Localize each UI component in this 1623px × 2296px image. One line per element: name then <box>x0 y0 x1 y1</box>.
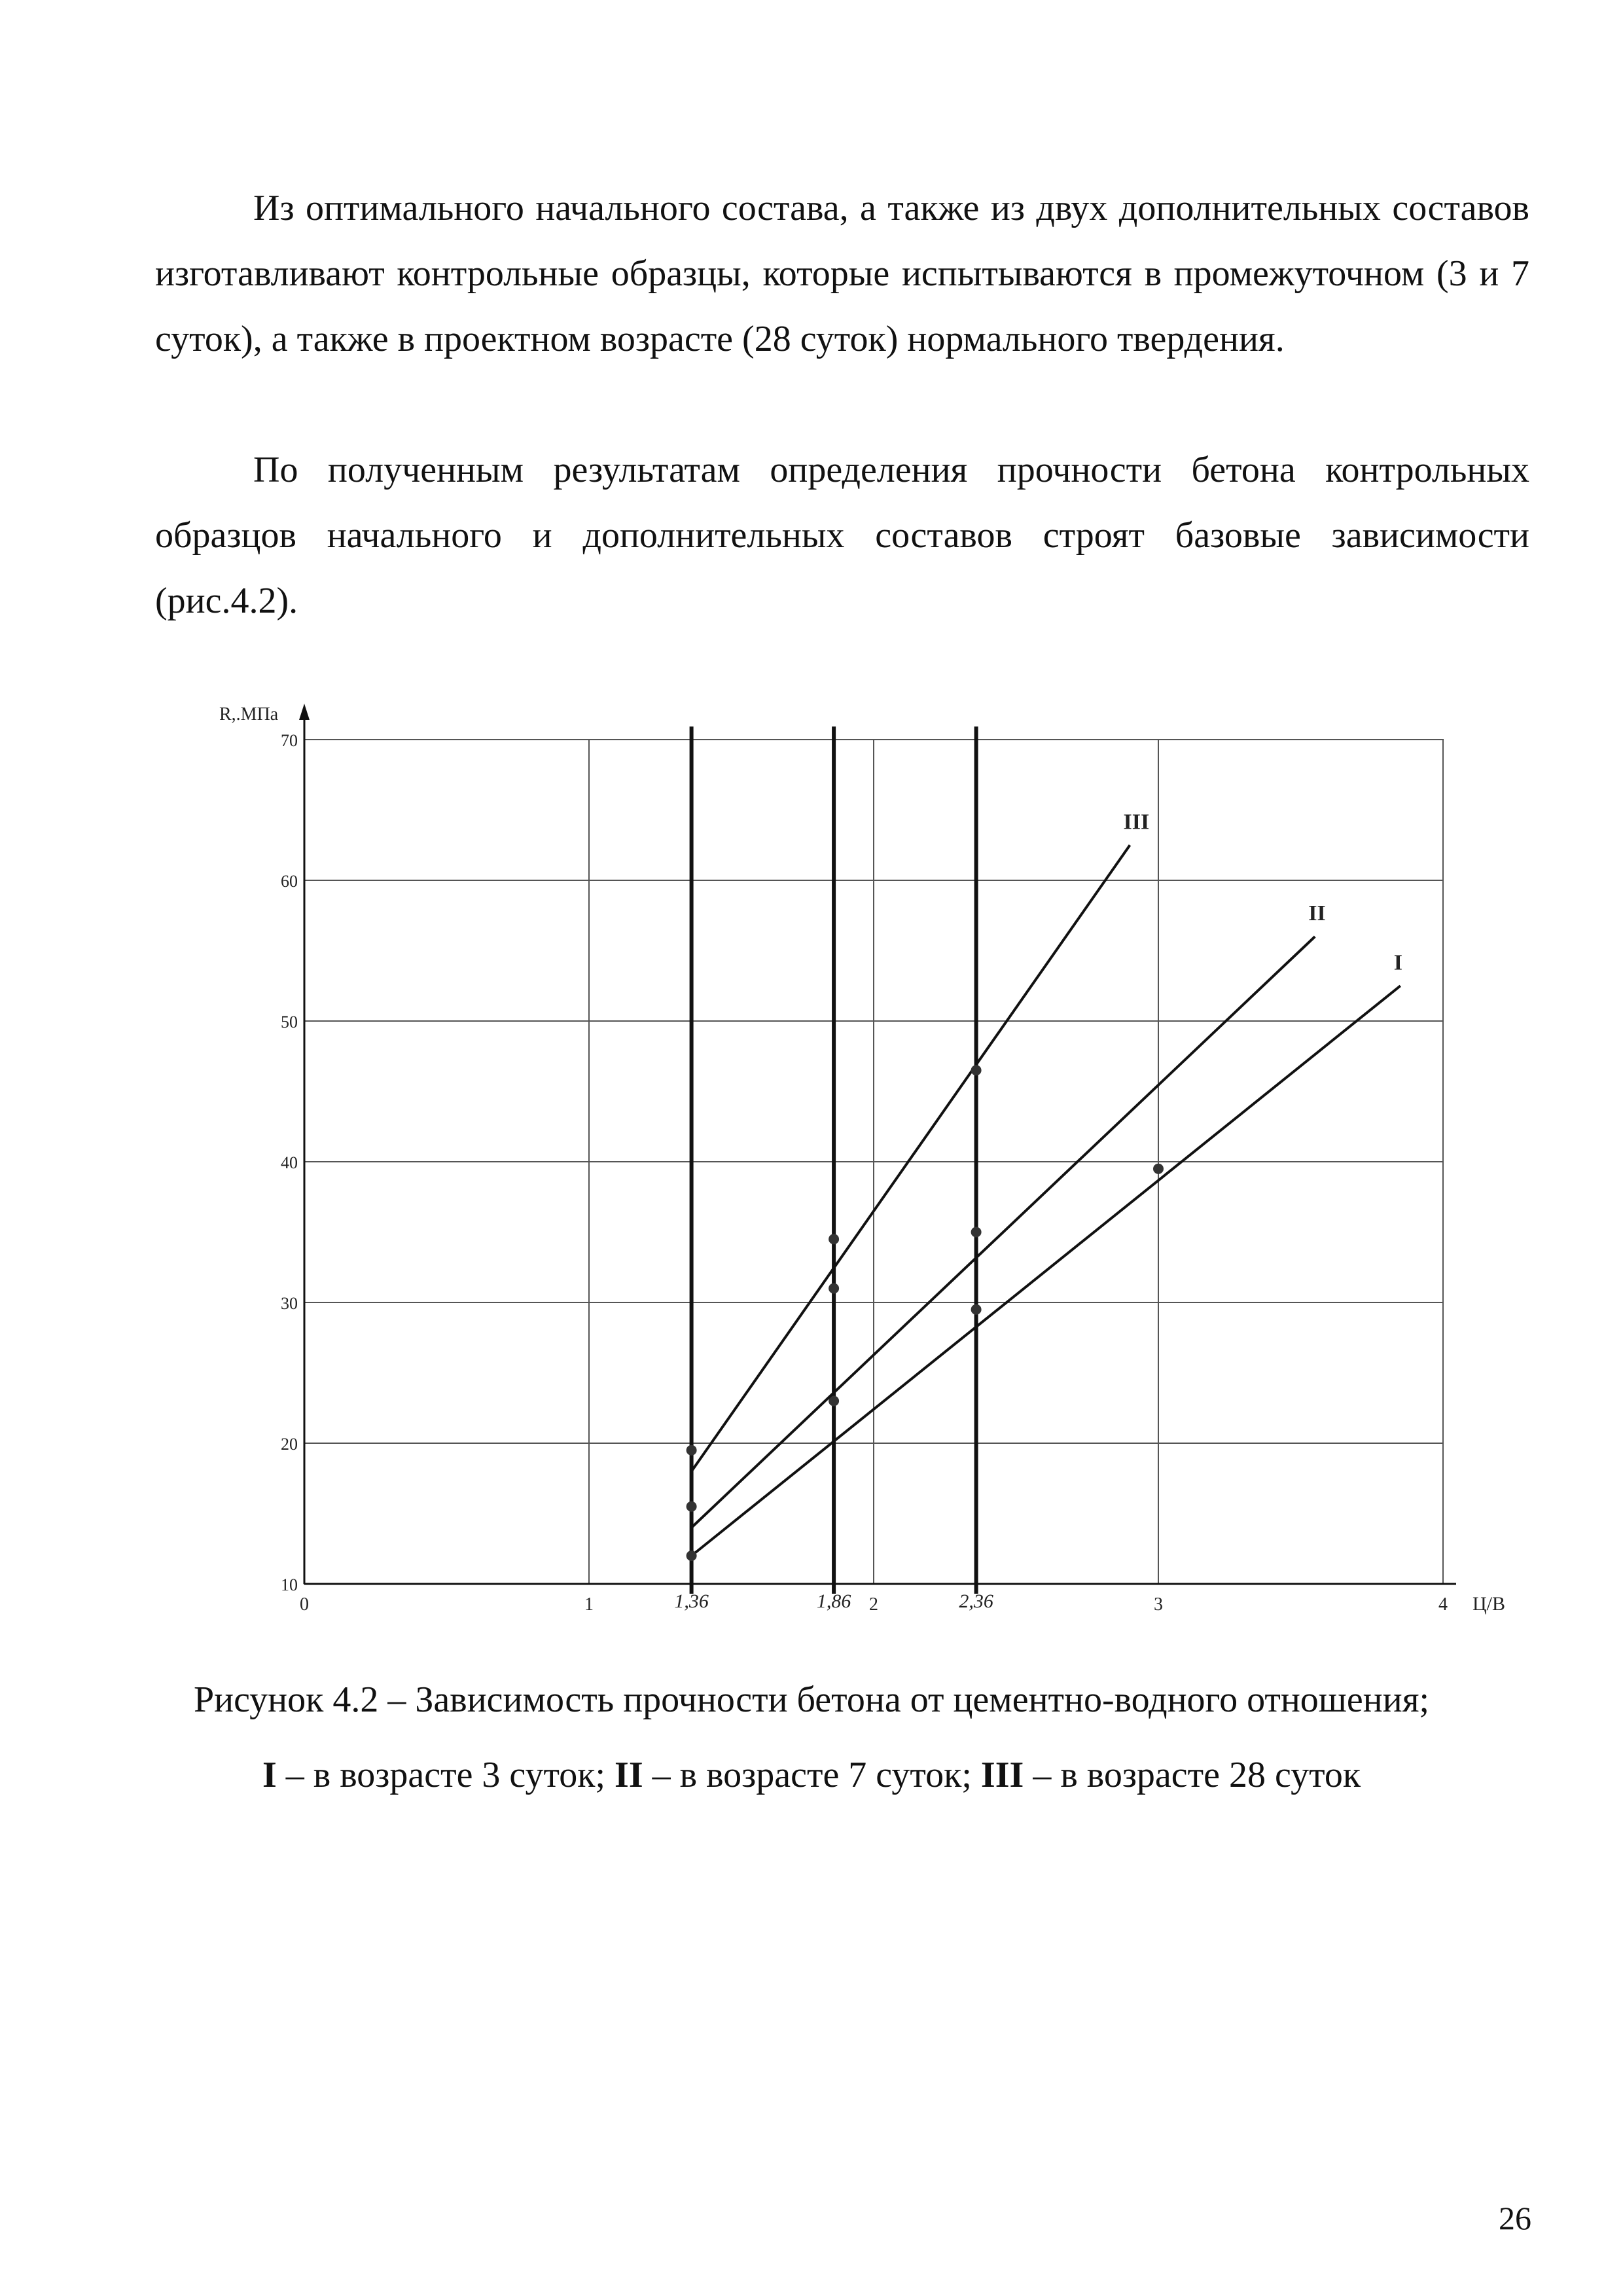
series-label-III: III <box>1123 810 1150 834</box>
paragraph-1: Из оптимального начального состава, а также из двух дополнительных составов изготавливают контрольные образцы, которые испытываются в промежуточном (3 и 7 суток), а также в проектном возрасте (28 суток) нормального твердения. <box>155 188 1529 359</box>
data-point-III <box>687 1445 697 1456</box>
x-tick-label: 0 <box>300 1594 309 1615</box>
series-line-I <box>692 986 1400 1556</box>
data-point-II <box>971 1227 982 1238</box>
series-label-I: I <box>1393 950 1402 975</box>
y-tick-label: 40 <box>281 1153 298 1172</box>
data-point-I <box>971 1304 982 1315</box>
data-point-I <box>687 1551 697 1561</box>
marked-x-label: 1,86 <box>816 1590 851 1612</box>
caption-text: – в возрасте 3 суток; <box>276 1755 615 1795</box>
caption-series-label: III <box>980 1755 1024 1795</box>
data-point-III <box>829 1234 839 1244</box>
y-tick-label: 60 <box>281 872 298 891</box>
y-tick-label: 20 <box>281 1435 298 1454</box>
y-tick-label: 70 <box>281 731 298 750</box>
strength-chart <box>196 681 1558 1643</box>
figure-caption-line-1: Рисунок 4.2 – Зависимость прочности бетона от цементно-водного отношения; <box>193 1679 1430 1720</box>
y-tick-label: 10 <box>281 1575 298 1594</box>
marked-x-label: 1,36 <box>674 1590 709 1612</box>
data-point-II <box>829 1283 839 1294</box>
caption-text: – в возрасте 7 суток; <box>643 1755 981 1795</box>
page-number: 26 <box>1499 2200 1531 2236</box>
x-tick-label: 1 <box>584 1594 594 1615</box>
x-tick-label: 3 <box>1154 1594 1163 1615</box>
paragraph-2: По полученным результатам определения прочности бетона контрольных образцов начального и дополнительных составов строят базовые зависимости (рис.4.2). <box>155 450 1529 621</box>
series-line-III <box>692 845 1130 1471</box>
data-point-II <box>687 1501 697 1512</box>
x-tick-label: 4 <box>1438 1594 1448 1615</box>
caption-text: – в возрасте 28 суток <box>1024 1755 1361 1795</box>
y-tick-label: 30 <box>281 1294 298 1313</box>
x-axis-label: Ц/В <box>1472 1593 1506 1615</box>
series-label-II: II <box>1308 901 1326 925</box>
caption-series-label: I <box>262 1755 277 1795</box>
marked-x-label: 2,36 <box>959 1590 993 1612</box>
y-tick-label: 50 <box>281 1013 298 1031</box>
y-axis-label: R,.МПа <box>219 704 279 725</box>
figure-caption-line-2 <box>0 1754 1623 1796</box>
data-point-I <box>1153 1164 1164 1174</box>
data-point-III <box>971 1065 982 1075</box>
y-axis-arrow <box>299 704 310 720</box>
x-tick-label: 2 <box>869 1594 878 1615</box>
caption-series-label: II <box>615 1755 643 1795</box>
